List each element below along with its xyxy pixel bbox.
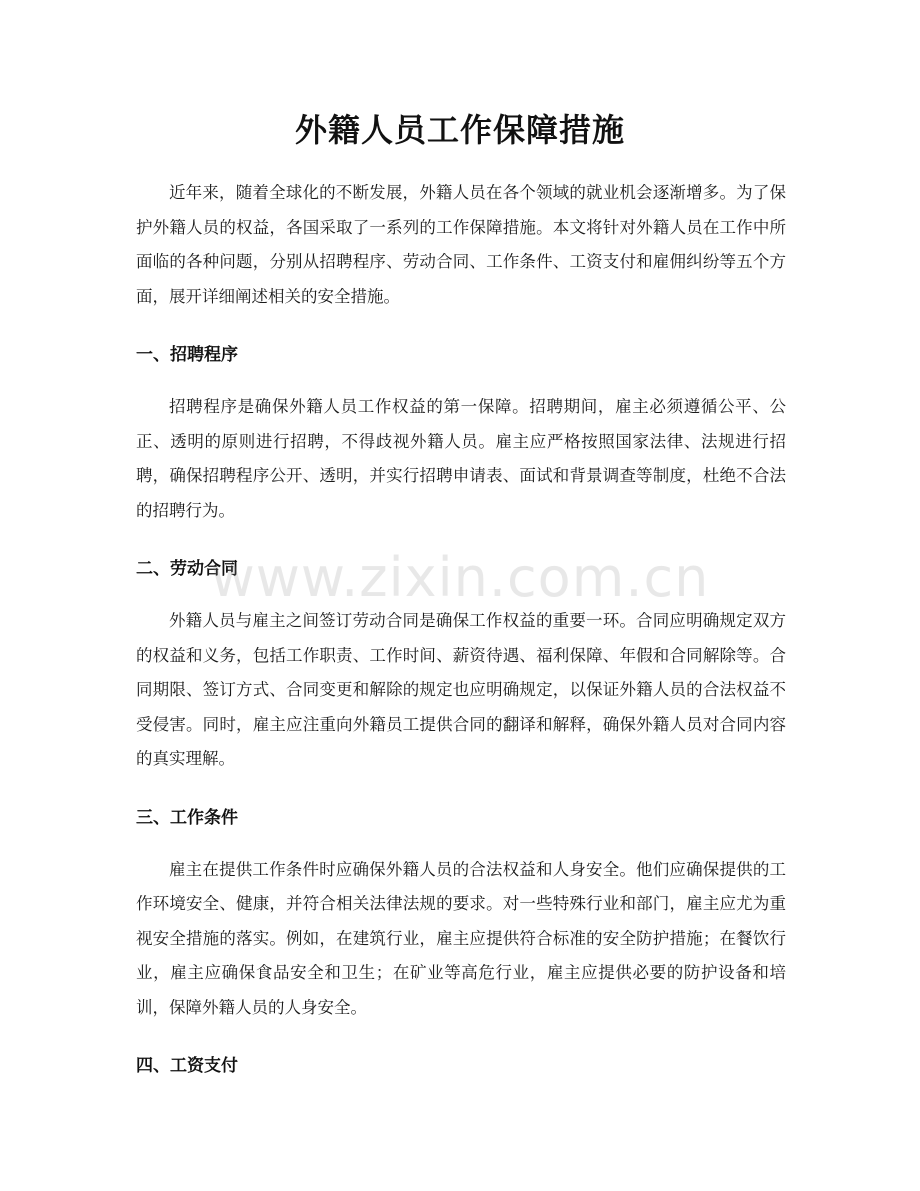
document-title: 外籍人员工作保障措施	[294, 111, 625, 149]
intro-paragraph: 近年来，随着全球化的不断发展，外籍人员在各个领域的就业机会逐渐增多。为了保护外籍人员的权益，各国采取了一系列的工作保障措施。本文将针对外籍人员在工作中所面临的各种问题，分别从招聘程序、劳动合同、工作条件、工资支付和雇佣纠纷等五个方面，展开详细阐述相关的安全措施。	[136, 183, 786, 306]
section-body-working-conditions: 雇主在提供工作条件时应确保外籍人员的合法权益和人身安全。他们应确保提供的工作环境安全、健康，并符合相关法律法规的要求。对一些特殊行业和部门，雇主应尤为重视安全措施的落实。例如，在建筑行业，雇主应提供符合标准的安全防护措施；在餐饮行业，雇主应确保食品安全和卫生；在矿业等高危行业，雇主应提供必要的防护设备和培训，保障外籍人员的人身安全。	[136, 859, 786, 1017]
watermark: www.zixin.com.cn	[210, 546, 710, 609]
document-body	[136, 176, 786, 1083]
section-heading-wage-payment: 四、工资支付	[136, 1056, 238, 1076]
section-body-recruitment: 招聘程序是确保外籍人员工作权益的第一保障。招聘期间，雇主必须遵循公平、公正、透明的原则进行招聘，不得歧视外籍人员。雇主应严格按照国家法律、法规进行招聘，确保招聘程序公开、透明，并实行招聘申请表、面试和背景调查等制度，杜绝不合法的招聘行为。	[136, 397, 786, 520]
section-heading-labor-contract: 二、劳动合同	[136, 559, 238, 579]
section-body-labor-contract: 外籍人员与雇主之间签订劳动合同是确保工作权益的重要一环。合同应明确规定双方的权益和义务，包括工作职责、工作时间、薪资待遇、福利保障、年假和合同解除等。合同期限、签订方式、合同变更和解除的规定也应明确规定，以保证外籍人员的合法权益不受侵害。同时，雇主应注重向外籍员工提供合同的翻译和解释，确保外籍人员对合同内容的真实理解。	[136, 611, 786, 768]
section-heading-working-conditions: 三、工作条件	[136, 807, 238, 828]
section-heading-recruitment: 一、招聘程序	[136, 345, 238, 365]
